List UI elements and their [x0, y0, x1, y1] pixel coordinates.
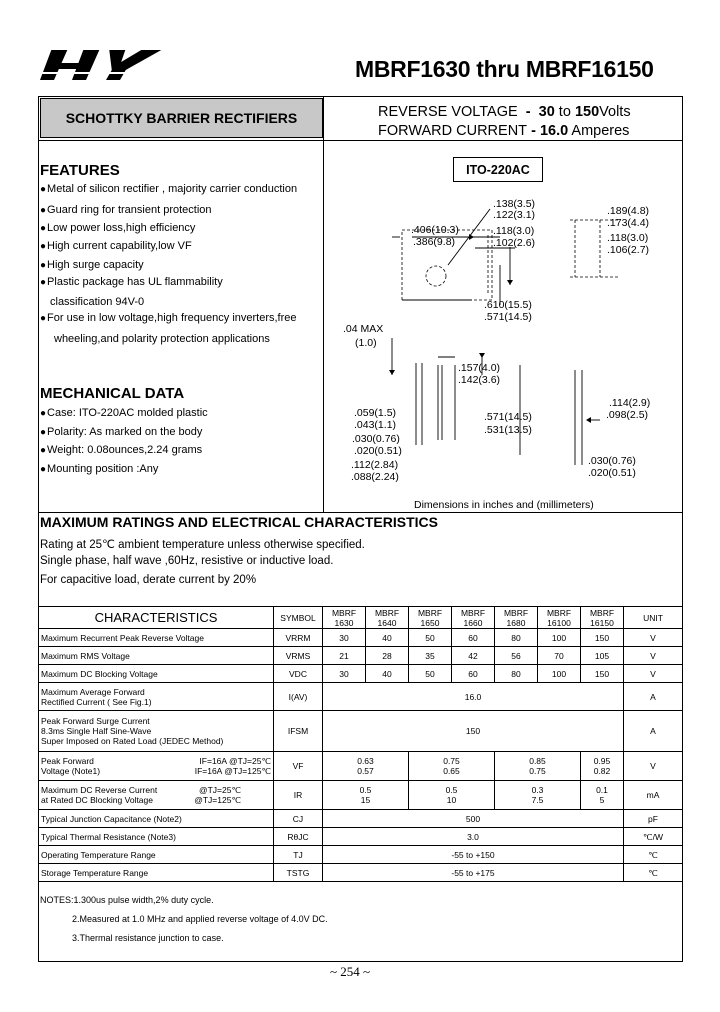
col-unit: UNIT: [624, 607, 683, 629]
dim-label: .386(9.8): [413, 236, 456, 248]
part-number: 1640: [377, 617, 397, 628]
rv-unit: Volts: [599, 104, 631, 120]
value-125c: 15: [360, 795, 371, 805]
param-label-line: 8.3ms Single Half Sine-Wave: [41, 726, 152, 736]
dim-label: .112(2.84): [351, 459, 399, 471]
dim-label: .118(3.0): [607, 232, 649, 244]
value-cell: 28: [366, 647, 409, 665]
value-125c: 0.57: [357, 766, 374, 776]
table-row: [39, 846, 683, 864]
mechanical-item: ● Weight: 0.08ounces,2.24 grams: [40, 444, 202, 456]
param-label-line: Rectified Current ( See Fig.1): [41, 696, 152, 707]
col-part: [538, 607, 581, 629]
characteristics-table: [38, 606, 683, 882]
dim-label: .088(2.24): [351, 471, 399, 483]
col-symbol: SYMBOL: [274, 607, 323, 629]
column-divider: [323, 140, 324, 512]
value-cell: 100: [538, 665, 581, 683]
value-cell: 60: [452, 629, 495, 647]
unit-cell: A: [624, 711, 683, 752]
value-25c: 0.1: [596, 785, 608, 795]
param-label-line: Voltage (Note1): [41, 766, 101, 776]
feature-item: wheeling,and polarity protection applications: [54, 333, 270, 345]
dim-label: .406(10.3): [411, 224, 459, 236]
col-part: [452, 607, 495, 629]
param-symbol: CJ: [274, 810, 323, 828]
value-cell: 30: [323, 665, 366, 683]
table-row: [39, 864, 683, 882]
param-symbol: VRRM: [274, 629, 323, 647]
value-125c: 0.75: [529, 766, 546, 776]
dim-label: .531(13.5): [484, 424, 532, 436]
table-row: [39, 828, 683, 846]
unit-cell: ℃: [624, 846, 683, 864]
value-125c: 0.82: [593, 766, 611, 776]
param-label: Storage Temperature Range: [39, 864, 274, 882]
mechanical-item: ● Case: ITO-220AC molded plastic: [40, 407, 208, 419]
rv-value: 30: [538, 104, 555, 120]
dim-label: .04 MAX: [343, 323, 384, 335]
fc-unit: Amperes: [568, 123, 630, 139]
dim-label: .102(2.6): [493, 237, 536, 249]
col-part: [581, 607, 624, 629]
mechanical-item: ● Polarity: As marked on the body: [40, 426, 202, 438]
note-2: 2.Measured at 1.0 MHz and applied reverse voltage of 4.0V DC.: [72, 914, 328, 924]
dim-label: .114(2.9): [609, 397, 651, 409]
feature-item: ● High current capability,low VF: [40, 240, 192, 252]
value-cell: 40: [366, 665, 409, 683]
table-row: [39, 647, 683, 665]
part-prefix: MBRF: [503, 607, 529, 618]
dim-label: .610(15.5): [484, 299, 532, 311]
part-number: 16100: [547, 617, 571, 628]
col-part: [409, 607, 452, 629]
value-cell: [581, 781, 624, 810]
value-125c: 10: [446, 795, 457, 805]
value-cell: [409, 752, 495, 781]
param-label: [39, 683, 274, 711]
hy-logo: [38, 46, 178, 84]
dim-label: .189(4.8): [607, 205, 650, 217]
rv-value2: 150: [574, 104, 600, 120]
value-cell: 100: [538, 629, 581, 647]
param-label: Typical Junction Capacitance (Note2): [39, 810, 274, 828]
device-type: SCHOTTKY BARRIER RECTIFIERS: [65, 110, 298, 126]
dimensions-caption: Dimensions in inches and (millimeters): [414, 499, 594, 511]
value-cell: 80: [495, 629, 538, 647]
param-label: Maximum DC Blocking Voltage: [39, 665, 274, 683]
part-prefix: MBRF: [589, 607, 615, 618]
unit-cell: pF: [624, 810, 683, 828]
unit-cell: A: [624, 683, 683, 711]
feature-item: ● Guard ring for transient protection: [40, 204, 212, 216]
value-125c: 5: [599, 795, 605, 805]
features-heading: FEATURES: [40, 162, 120, 179]
col-part: [495, 607, 538, 629]
value-cell: -55 to +175: [323, 864, 624, 882]
param-symbol: TJ: [274, 846, 323, 864]
dim-label: .118(3.0): [493, 225, 535, 237]
value-cell: 70: [538, 647, 581, 665]
dim-label: .098(2.5): [606, 409, 649, 421]
condition: @TJ=125℃: [194, 795, 241, 805]
condition: @TJ=25℃: [198, 785, 241, 795]
unit-cell: V: [624, 752, 683, 781]
dim-label: .030(0.76): [352, 433, 400, 445]
param-label-line: Super Imposed on Rated Load (JEDEC Method): [41, 736, 224, 746]
dim-label: .142(3.6): [458, 374, 501, 386]
value-25c: 0.95: [593, 756, 611, 766]
param-symbol: VRMS: [274, 647, 323, 665]
param-label-line: Maximum DC Reverse Current: [41, 785, 158, 795]
value-cell: [409, 781, 495, 810]
col-part: [323, 607, 366, 629]
table-row: [39, 629, 683, 647]
value-cell: [495, 781, 581, 810]
param-label: [39, 711, 274, 752]
value-25c: 0.75: [443, 756, 460, 766]
mechanical-item: ● Mounting position :Any: [40, 463, 158, 475]
package-name-box: [453, 157, 543, 182]
note-1: NOTES:1.300us pulse width,2% duty cycle.: [40, 895, 214, 905]
value-cell: 50: [409, 629, 452, 647]
part-number: 1660: [463, 617, 483, 628]
value-cell: 30: [323, 629, 366, 647]
ratings-heading: MAXIMUM RATINGS AND ELECTRICAL CHARACTERISTICS: [40, 514, 438, 530]
part-prefix: MBRF: [417, 607, 443, 618]
unit-cell: V: [624, 629, 683, 647]
unit-cell: ℃/W: [624, 828, 683, 846]
part-number: 1630: [334, 617, 354, 628]
table-row: [39, 781, 683, 810]
part-prefix: MBRF: [546, 607, 572, 618]
dim-label: .571(14.5): [484, 311, 532, 323]
param-label-line: Maximum Average Forward: [41, 686, 145, 697]
col-characteristics: CHARACTERISTICS: [39, 607, 274, 629]
param-symbol: VF: [274, 752, 323, 781]
value-cell: 16.0: [323, 683, 624, 711]
param-symbol: VDC: [274, 665, 323, 683]
dim-label: .122(3.1): [493, 209, 536, 221]
condition: IF=16A @TJ=125℃: [194, 766, 271, 776]
dim-label: .157(4.0): [458, 362, 501, 374]
table-row: [39, 683, 683, 711]
param-label-line: Peak Forward Surge Current: [41, 716, 150, 726]
feature-item: ● For use in low voltage,high frequency inverters,free: [40, 312, 297, 324]
value-cell: 150: [323, 711, 624, 752]
table-row: [39, 665, 683, 683]
rv-sep: -: [525, 104, 531, 120]
dim-label: .043(1.1): [354, 419, 397, 431]
reverse-voltage: [378, 104, 631, 120]
value-cell: 150: [581, 665, 624, 683]
value-125c: 7.5: [531, 795, 544, 805]
value-cell: 42: [452, 647, 495, 665]
param-symbol: IR: [274, 781, 323, 810]
value-125c: 0.65: [443, 766, 460, 776]
value-cell: 50: [409, 665, 452, 683]
param-label-line: Peak Forward: [41, 756, 94, 766]
dim-label: .138(3.5): [493, 198, 536, 210]
value-cell: 80: [495, 665, 538, 683]
value-cell: 3.0: [323, 828, 624, 846]
value-25c: 0.63: [357, 756, 374, 766]
param-symbol: TSTG: [274, 864, 323, 882]
unit-cell: ℃: [624, 864, 683, 882]
rating-line: Rating at 25℃ ambient temperature unless otherwise specified.: [40, 539, 365, 551]
param-label: Maximum Recurrent Peak Reverse Voltage: [39, 629, 274, 647]
rating-line: For capacitive load, derate current by 20%: [40, 574, 257, 586]
value-cell: -55 to +150: [323, 846, 624, 864]
dim-label: .020(0.51): [354, 445, 402, 457]
feature-item: ● Metal of silicon rectifier , majority carrier conduction: [40, 183, 297, 195]
param-label: Maximum RMS Voltage: [39, 647, 274, 665]
value-cell: [323, 781, 409, 810]
rv-to: to: [554, 104, 575, 120]
value-cell: 21: [323, 647, 366, 665]
table-row: [39, 711, 683, 752]
col-part: [366, 607, 409, 629]
dim-label: .030(0.76): [588, 455, 636, 467]
param-label: [39, 781, 274, 810]
value-cell: [323, 752, 409, 781]
param-label-line: at Rated DC Blocking Voltage: [41, 795, 153, 805]
part-number: 1650: [420, 617, 440, 628]
dim-label: (1.0): [355, 337, 377, 349]
value-cell: 40: [366, 629, 409, 647]
dim-label: .106(2.7): [607, 244, 650, 256]
value-cell: [581, 752, 624, 781]
dim-label: .173(4.4): [607, 217, 650, 229]
value-cell: 35: [409, 647, 452, 665]
part-number: 16150: [590, 617, 614, 628]
part-prefix: MBRF: [374, 607, 400, 618]
param-label: Operating Temperature Range: [39, 846, 274, 864]
page-number: ~ 254 ~: [330, 964, 371, 979]
feature-item: ● High surge capacity: [40, 259, 144, 271]
feature-item: ● Plastic package has UL flammability: [40, 276, 223, 288]
forward-current: [378, 123, 629, 139]
unit-cell: mA: [624, 781, 683, 810]
dim-label: .059(1.5): [354, 407, 397, 419]
header-divider: [323, 96, 324, 140]
part-prefix: MBRF: [331, 607, 357, 618]
device-type-box: [40, 98, 323, 138]
condition: IF=16A @TJ=25℃: [199, 756, 271, 766]
value-25c: 0.85: [529, 756, 546, 766]
param-symbol: IFSM: [274, 711, 323, 752]
value-cell: 60: [452, 665, 495, 683]
fc-sep: -: [531, 123, 536, 139]
dim-label: .571(14.5): [484, 411, 532, 423]
table-row: [39, 810, 683, 828]
param-label: Typical Thermal Resistance (Note3): [39, 828, 274, 846]
table-header-row: [39, 607, 683, 629]
unit-cell: V: [624, 647, 683, 665]
value-cell: 150: [581, 629, 624, 647]
fc-value: 16.0: [539, 123, 569, 139]
section-rule: [38, 512, 683, 513]
value-25c: 0.3: [531, 785, 544, 795]
param-symbol: RθJC: [274, 828, 323, 846]
note-3: 3.Thermal resistance junction to case.: [72, 933, 224, 943]
rv-label: REVERSE VOLTAGE: [378, 104, 518, 120]
param-symbol: I(AV): [274, 683, 323, 711]
mechanical-heading: MECHANICAL DATA: [40, 385, 185, 402]
rating-line: Single phase, half wave ,60Hz, resistive or inductive load.: [40, 555, 334, 567]
feature-item: classification 94V-0: [50, 296, 145, 308]
value-cell: [495, 752, 581, 781]
unit-cell: V: [624, 665, 683, 683]
value-cell: 105: [581, 647, 624, 665]
part-title: MBRF1630 thru MBRF16150: [355, 56, 654, 82]
part-number: 1680: [506, 617, 526, 628]
value-25c: 0.5: [445, 785, 458, 795]
feature-item: ● Low power loss,high efficiency: [40, 222, 195, 234]
value-25c: 0.5: [359, 785, 372, 795]
fc-label: FORWARD CURRENT: [378, 123, 528, 139]
header-rule: [38, 140, 683, 141]
value-cell: 56: [495, 647, 538, 665]
param-label: [39, 752, 274, 781]
part-prefix: MBRF: [460, 607, 486, 618]
value-cell: 500: [323, 810, 624, 828]
package-name: ITO-220AC: [466, 162, 530, 177]
table-row: [39, 752, 683, 781]
dim-label: .020(0.51): [588, 467, 636, 479]
